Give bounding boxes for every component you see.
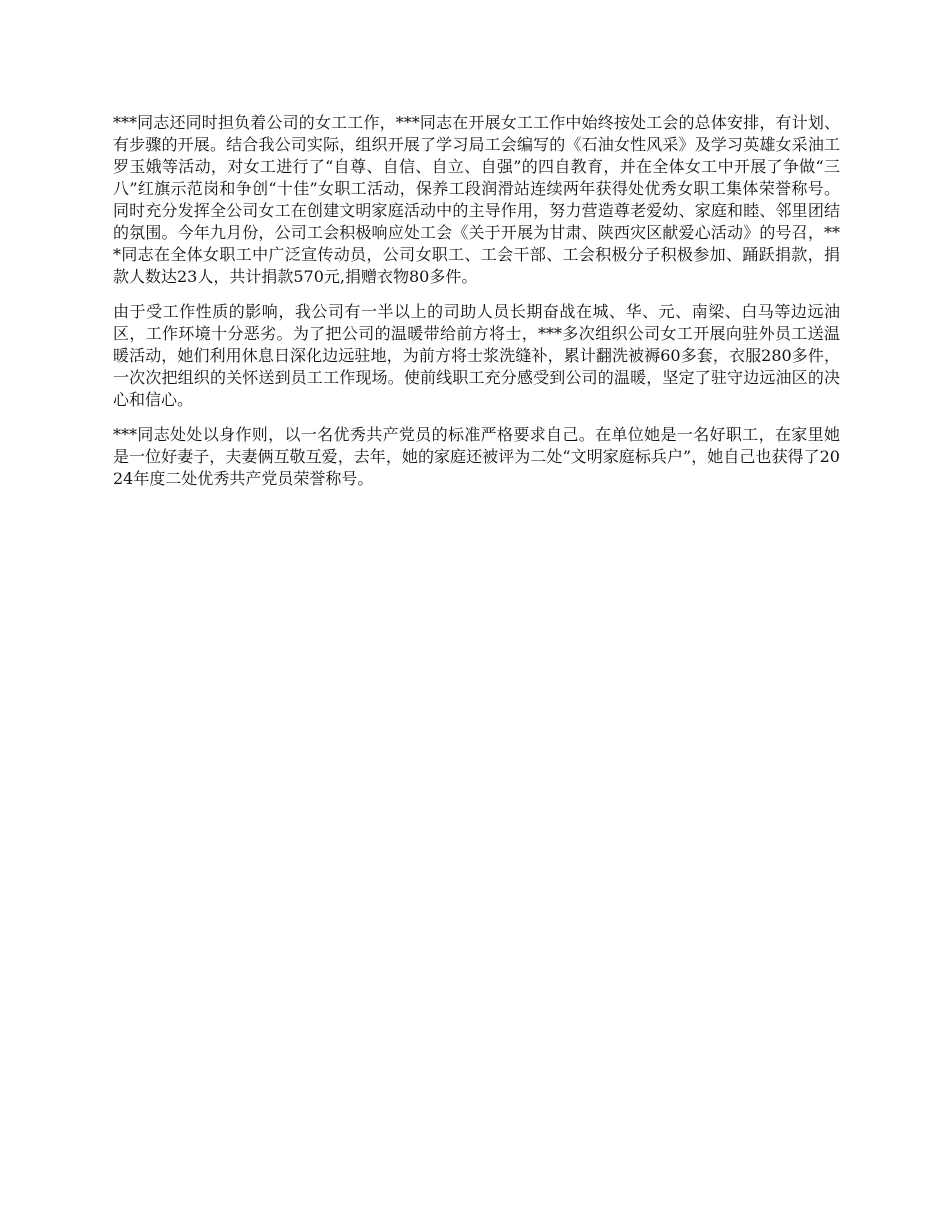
paragraph-role-model: ***同志处处以身作则，以一名优秀共产党员的标准严格要求自己。在单位她是一名好职工，在家里她是一位好妻子，夫妻俩互敬互爱，去年，她的家庭还被评为二处“文明家庭标兵户”，她自己也获得了2024年度二处优秀共产党员荣誉称号。	[113, 425, 840, 488]
paragraph-remote-staff-care: 由于受工作性质的影响，我公司有一半以上的司助人员长期奋战在城、华、元、南梁、白马等边远油区，工作环境十分恶劣。为了把公司的温暖带给前方将士，***多次组织公司女工开展向驻外员工送温暖活动，她们利用休息日深化边远驻地，为前方将士浆洗缝补，累计翻洗被褥60多套，衣服280多件，一次次把组织的关怀送到员工工作现场。使前线职工充分感受到公司的温暖，坚定了驻守边远油区的决心和信心。	[113, 302, 840, 409]
paragraph-women-work: ***同志还同时担负着公司的女工工作，***同志在开展女工工作中始终按处工会的总体安排，有计划、有步骤的开展。结合我公司实际，组织开展了学习局工会编写的《石油女性风采》及学习英雄女采油工罗玉娥等活动，对女工进行了“自尊、自信、自立、自强”的四自教育，并在全体女工中开展了争做“三八”红旗示范岗和争创“十佳”女职工活动，保养工段润滑站连续两年获得处优秀女职工集体荣誉称号。同时充分发挥全公司女工在创建文明家庭活动中的主导作用，努力营造尊老爱幼、家庭和睦、邻里团结的氛围。今年九月份，公司工会积极响应处工会《关于开展为甘肃、陕西灾区献爱心活动》的号召，***同志在全体女职工中广泛宣传动员，公司女职工、工会干部、工会积极分子积极参加、踊跃捐款，捐款人数达23人，共计捐款570元,捐赠衣物80多件。	[113, 113, 840, 286]
document-body	[113, 112, 840, 503]
